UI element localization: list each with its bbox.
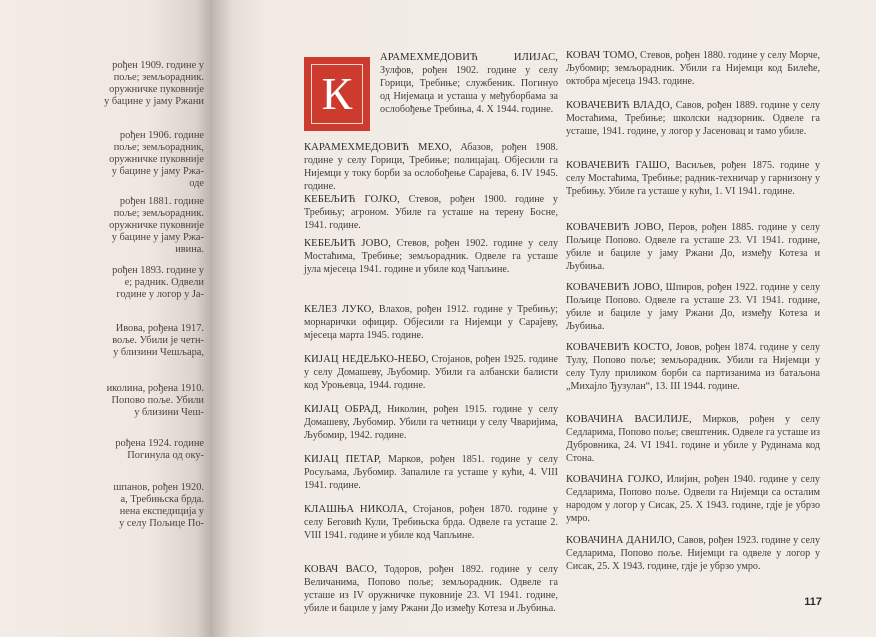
biography-entry [304, 354, 558, 393]
left-page-text-line: иколина, рођена 1910. [106, 383, 204, 394]
left-page-text-line: рођен 1881. године [119, 196, 204, 207]
biography-entry [380, 52, 558, 117]
left-page-text-line: рођен 1906. године [119, 130, 204, 141]
entry-text: Влахов, рођен 1912. године у Требињу; морнарички официр. Објесили га Нијемци у Сарајеву, мјесеца марта 1945. године. [304, 304, 558, 341]
entry-text: Тодоров, рођен 1892. године у селу Величанима, Попово поље; земљорадник. Одвеле га усташе из IV оружничке пуковније 23. VI 1941. године, убиле и бациле у јаму Ржани До између Котеза и Љубиња. [304, 564, 558, 614]
page-number: 117 [804, 596, 822, 608]
entry-name: КОВАЧЕВИЋ КОСТО, [566, 342, 673, 353]
biography-entry [566, 414, 820, 466]
entry-text: Стевов, рођен 1902. године у селу Мостаћима, Требиње; земљорадник. Одвеле га усташе јула мјесеца 1941. године и убиле код Чапљине. [304, 238, 558, 275]
left-page-text-line: поље; земљорадник. [113, 208, 204, 219]
biography-entry [566, 342, 820, 394]
entry-text: Николин, рођен 1915. године у селу Домашеву, Љубомир. Убили га четници у селу Чваријима, Љубомир, 1942. године. [304, 404, 558, 441]
left-page-text-line: у бацине у јаму Ржани [104, 96, 204, 107]
left-page-text-line: рођен 1909. године у [112, 60, 204, 71]
entry-text: Стојанов, рођен 1925. године у селу Домашеву, Љубомир. Убили га албански балисти код Уроњевца, 1944. године. [304, 354, 558, 391]
entry-name: КОВАЧИНА ГОЈКО, [566, 474, 663, 485]
biography-entry [566, 222, 820, 274]
entry-text: Абазов, рођен 1908. године у селу Горици, Требиње; полицајац. Објесили га Нијемци у току борби за ослобођење Сарајева, 6. IV 1945. године. [304, 142, 558, 192]
left-page-text-line: Попово поље. Убили [111, 395, 204, 406]
entry-name: КЕБЕЉИЋ ГОЈКО, [304, 194, 400, 205]
biography-entry [304, 238, 558, 277]
left-page-text-line: у бацине у јаму Ржа- [111, 166, 204, 177]
biography-entry [566, 282, 820, 334]
entry-text: Јовов, рођен 1874. године у селу Тулу, Попово поље; земљорадник. Убили га Нијемци у селу Тулу приликом борби са партизанима из батаљона „Михајло Ђузулан“, 13. III 1944. године. [566, 342, 820, 392]
entry-name: КИЈАЦ ОБРАД, [304, 404, 382, 415]
left-page-text-line: оружничке пуковније [109, 154, 204, 165]
left-page-text-line: шпанов, рођен 1920. [113, 482, 204, 493]
initial-letter-frame [311, 64, 363, 124]
entry-name: КЕЛЕЗ ЛУКО, [304, 304, 375, 315]
entry-text: Шпиров, рођен 1922. године у селу Пољице Попово. Одвеле га усташе 23. VI 1941. године, убиле и бациле у јаму Ржани До, између Котеза и Љубиња. [566, 282, 820, 332]
left-page-text-line: оде [189, 178, 204, 189]
left-page-text-line: године у логор у Ја- [116, 289, 204, 300]
entry-name: КОВАЧИНА ВАСИЛИЈЕ, [566, 414, 692, 425]
entry-name: КОВАЧЕВИЋ ЈОВО, [566, 282, 663, 293]
biography-entry [566, 160, 820, 199]
left-page-text-line: у бацине у јаму Ржа- [111, 232, 204, 243]
entry-name: АРАМЕХМЕДОВИЋ ИЛИЈАС, [380, 52, 558, 63]
biography-entry [566, 100, 820, 139]
entry-name: КОВАЧЕВИЋ ЈОВО, [566, 222, 664, 233]
entry-text: Мирков, рођен у селу Седларима, Попово поље; свештеник. Одвеле га усташе из Дубровника, 24. VI 1941. године и убиле у Рудинама код Стона. [566, 414, 820, 464]
entry-name: КЕБЕЉИЋ ЈОВО, [304, 238, 391, 249]
left-page [0, 0, 212, 637]
entry-text: Перов, рођен 1885. године у селу Пољице Попово. Одвеле га усташе 23. VI 1941. године, убиле и бациле у јаму Ржани До, између Котеза и Љубиња. [566, 222, 821, 272]
left-page-text-line: у близини Чешљара, [113, 347, 204, 358]
left-page-text-line: оружничке пуковније [109, 84, 204, 95]
entry-text: Илијин, рођен 1940. године у селу Седларима, Попово поље. Одвели га Нијемци са осталим народом у логор у Сисак, 25. X 1943. године, гдје је убрзо умро. [566, 474, 820, 524]
entry-text: Марков, рођен 1851. године у селу Росуљама, Љубомир. Запалиле га усташе у кући, 4. VIII 1941. године. [304, 454, 558, 491]
left-page-text-line: е; радник. Одвели [124, 277, 204, 288]
left-page-text-line: поље; земљорадник. [113, 72, 204, 83]
biography-entry [304, 194, 558, 233]
entry-name: КИЈАЦ ПЕТАР, [304, 454, 382, 465]
initial-letter: К [321, 68, 353, 119]
right-page [212, 0, 876, 637]
left-page-text-line: поље; земљорадник, [113, 142, 204, 153]
left-page-text-line: рођена 1924. године [115, 438, 204, 449]
biography-entry [566, 535, 820, 574]
entry-text: Стевов, рођен 1880. године у селу Морче, Љубомир; земљорадник. Убили га Нијемци код Билеће, октобра мјесеца 1943. године. [566, 50, 821, 87]
biography-entry [304, 454, 558, 493]
entry-text: Зулфов, рођен 1902. године у селу Горици, Требиње; службеник. Погинуо од Нијемаца и усташа у међуборбама за ослобођење Требиња, 4. X 1944. године. [380, 64, 558, 115]
biography-entry [304, 142, 558, 194]
left-page-text-line: воље. Убили је четн- [112, 335, 204, 346]
biography-entry [304, 304, 558, 343]
entry-text: Стевов, рођен 1900. године у Требињу; агроном. Убиле га усташе на терену Босне, 1941. године. [304, 194, 558, 231]
left-page-text-line: Ивова, рођена 1917. [115, 323, 204, 334]
entry-name: КИЈАЦ НЕДЕЉКО-НЕБО, [304, 354, 429, 365]
entry-name: КОВАЧЕВИЋ ГАШО, [566, 160, 670, 171]
biography-entry [304, 564, 558, 616]
entry-text: Стојанов, рођен 1870. године у селу Беговић Кули, Требињска брда. Одвеле га усташе 2. VIII 1941. године и убиле код Чапљине. [304, 504, 558, 541]
initial-letter-box [304, 57, 370, 131]
entry-text: Савов, рођен 1889. године у селу Мостаћима, Требиње; школски надзорник. Одвеле га усташе, 1941. године, у логор у Јасеновац и тамо убиле. [566, 100, 821, 137]
biography-entry [566, 50, 820, 89]
entry-name: КАРАМЕХМЕДОВИЋ МЕХО, [304, 142, 452, 153]
entry-name: КОВАЧИНА ДАНИЛО, [566, 535, 675, 546]
entry-text: Васиљев, рођен 1875. године у селу Мостаћима, Требиње; радник-техничар у гарнизону у Требињу. Убиле га усташе у кући, 1. VI 1941. године. [566, 160, 821, 197]
biography-entry [566, 474, 820, 526]
left-page-text-line: ивина. [175, 244, 204, 255]
left-page-text-line: нена експедиција у [119, 506, 204, 517]
biography-entry [304, 504, 558, 543]
left-page-text-line: у близини Чеш- [134, 407, 204, 418]
left-page-text-line: у селу Пољице По- [119, 518, 204, 529]
entry-text: Савов, рођен 1923. године у селу Седларима, Попово поље. Нијемци га одвеле у логор у Сисак, 25. X 1943. године, гдје је убрзо умро. [566, 535, 821, 572]
entry-name: КОВАЧЕВИЋ ВЛАДО, [566, 100, 673, 111]
entry-name: КОВАЧ ТОМО, [566, 50, 638, 61]
entry-name: КОВАЧ ВАСО, [304, 564, 377, 575]
left-page-text-line: оружничке пуковније [109, 220, 204, 231]
left-page-text-line: Погинула од оку- [127, 450, 204, 461]
left-page-text-line: а, Требињска брда. [120, 494, 204, 505]
biography-entry [304, 404, 558, 443]
entry-name: КЛАШЊА НИКОЛА, [304, 504, 408, 515]
left-page-text-line: рођен 1893. године у [112, 265, 204, 276]
